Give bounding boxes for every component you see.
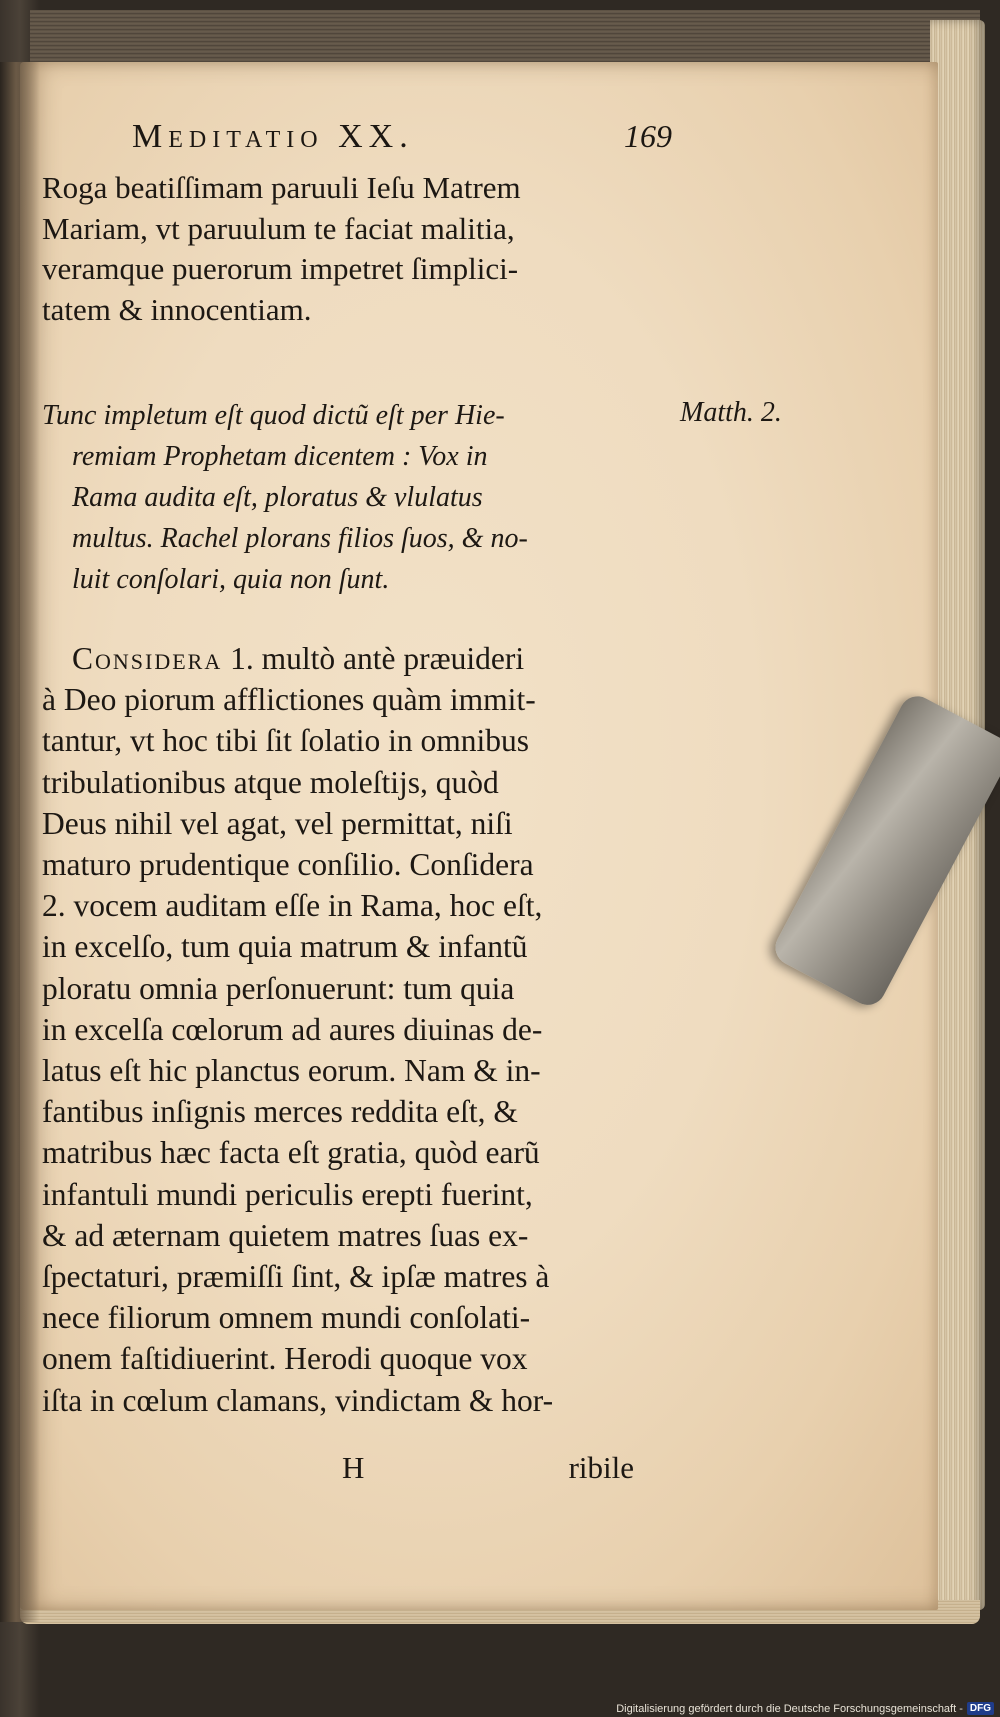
footer-line: [42, 1450, 662, 1494]
text-line: Mariam, vt paruulum te faciat malitia,: [42, 210, 515, 246]
book-top-edge: [30, 10, 980, 65]
text-line: veramque puerorum impetret ſimplici-: [42, 251, 519, 287]
text-line: tatem & innocentiam.: [42, 291, 312, 327]
text-line: in excelſa cœlorum ad aures diuinas de-: [42, 1011, 543, 1047]
text-line: iſta in cœlum clamans, vindictam & hor-: [42, 1382, 554, 1418]
considera-heading: Considera: [72, 641, 223, 676]
running-head: [132, 118, 672, 168]
text-line: remiam Prophetam dicentem : Vox in: [72, 441, 488, 472]
page-number: 169: [624, 118, 672, 154]
text-line: in excelſo, tum quia matrum & infantũ: [42, 929, 528, 965]
text-line: Roga beatiſſimam paruuli Ieſu Matrem: [42, 170, 521, 205]
text-line: ſpectaturi, præmiſſi ſint, & ipſæ matres à: [42, 1259, 550, 1295]
text-line: matribus hæc facta eſt gratia, quòd earũ: [42, 1135, 540, 1171]
paragraph-considera: [42, 638, 662, 1421]
text-line: tribulationibus atque moleſtijs, quòd: [42, 764, 499, 800]
signature-mark: H: [342, 1450, 365, 1485]
text-line: Tunc impletum eſt quod dictũ eſt per Hie-: [42, 400, 505, 431]
text-line: Rama audita eſt, ploratus & vlulatus: [72, 482, 483, 513]
digitization-credit: [616, 1702, 994, 1715]
paragraph-prayer: [42, 168, 662, 330]
running-head-title: Meditatio XX.: [132, 118, 414, 155]
text-line: onem faſtidiuerint. Herodi quoque vox: [42, 1341, 528, 1377]
margin-note-reference: Matth. 2.: [680, 397, 782, 428]
text-line: & ad æternam quietem matres ſuas ex-: [42, 1217, 529, 1253]
scripture-quotation: [42, 395, 662, 600]
catchword: ribile: [568, 1450, 634, 1485]
text-line: à Deo piorum afflictiones quàm immit-: [42, 682, 536, 718]
text-line: multus. Rachel plorans filios ſuos, & no-: [72, 523, 528, 554]
text-line: Deus nihil vel agat, vel permittat, niſi: [42, 805, 513, 841]
text-line: [42, 638, 662, 679]
text-line: fantibus inſignis merces reddita eſt, &: [42, 1094, 518, 1130]
text-line: 2. vocem auditam eſſe in Rama, hoc eſt,: [42, 888, 543, 924]
text-line-rest: 1. multò antè præuideri: [230, 641, 525, 676]
text-line: latus eſt hic planctus eorum. Nam & in-: [42, 1053, 541, 1089]
text-line: infantuli mundi periculis erepti fuerint,: [42, 1176, 533, 1212]
gutter-shadow: [0, 62, 40, 1622]
text-line: maturo prudentique conſilio. Conſidera: [42, 847, 534, 883]
text-line: nece filiorum omnem mundi conſolati-: [42, 1300, 531, 1336]
text-line: tantur, vt hoc tibi ſit ſolatio in omnibus: [42, 723, 529, 759]
credit-text: Digitalisierung gefördert durch die Deutsche Forschungsgemeinschaft -: [616, 1702, 963, 1715]
dfg-logo-icon: DFG: [967, 1702, 994, 1715]
text-line: luit conſolari, quia non ſunt.: [72, 564, 390, 595]
text-line: ploratu omnia perſonuerunt: tum quia: [42, 970, 515, 1006]
